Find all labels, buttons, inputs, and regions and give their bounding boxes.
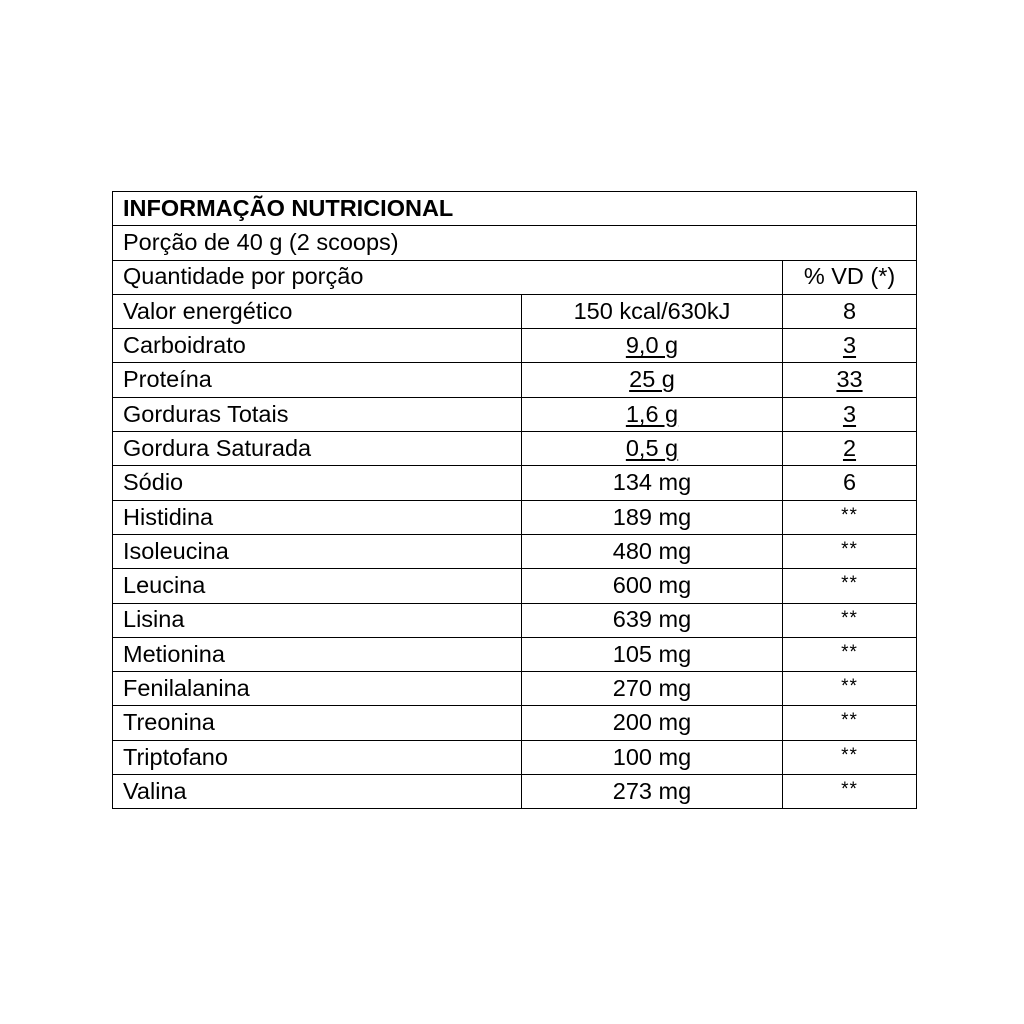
nutrient-vd: 8 [783,294,917,328]
nutrient-vd: ** [783,740,917,774]
nutrition-facts-table [112,191,917,809]
nutrient-vd: ** [783,534,917,568]
nutrient-amount: 200 mg [522,706,783,740]
nutrient-vd: 6 [783,466,917,500]
nutrient-vd: ** [783,603,917,637]
table-row [113,534,917,568]
nutrient-name: Valor energético [113,294,522,328]
nutrient-amount: 9,0 g [522,329,783,363]
nutrient-name: Valina [113,775,522,809]
nutrient-amount: 134 mg [522,466,783,500]
table-row [113,706,917,740]
nutrient-vd: ** [783,672,917,706]
nutrient-amount: 639 mg [522,603,783,637]
nutrient-vd: ** [783,637,917,671]
table-row [113,672,917,706]
nutrient-amount: 273 mg [522,775,783,809]
nutrient-name: Triptofano [113,740,522,774]
nutrient-name: Gorduras Totais [113,397,522,431]
serving-size: Porção de 40 g (2 scoops) [113,226,917,260]
quantity-header: Quantidade por porção [113,260,783,294]
nutrient-vd: ** [783,569,917,603]
table-row [113,363,917,397]
nutrient-amount: 270 mg [522,672,783,706]
nutrient-amount: 1,6 g [522,397,783,431]
nutrient-name: Histidina [113,500,522,534]
table-row [113,466,917,500]
serving-row [113,226,917,260]
nutrient-vd: 2 [783,432,917,466]
nutrient-amount: 100 mg [522,740,783,774]
table-row [113,329,917,363]
table-row [113,740,917,774]
nutrient-amount: 105 mg [522,637,783,671]
header-row [113,260,917,294]
nutrient-name: Sódio [113,466,522,500]
nutrient-name: Leucina [113,569,522,603]
nutrient-name: Treonina [113,706,522,740]
nutrient-amount: 0,5 g [522,432,783,466]
nutrient-amount: 189 mg [522,500,783,534]
nutrient-name: Isoleucina [113,534,522,568]
table-row [113,569,917,603]
vd-header: % VD (*) [783,260,917,294]
title-row [113,192,917,226]
nutrient-vd: 3 [783,329,917,363]
nutrient-amount: 25 g [522,363,783,397]
nutrient-name: Lisina [113,603,522,637]
nutrient-name: Proteína [113,363,522,397]
nutrient-amount: 150 kcal/630kJ [522,294,783,328]
nutrient-amount: 480 mg [522,534,783,568]
nutrient-name: Fenilalanina [113,672,522,706]
table-row [113,294,917,328]
nutrient-vd: ** [783,775,917,809]
table-row [113,637,917,671]
table-row [113,603,917,637]
nutrient-vd: ** [783,500,917,534]
nutrient-name: Carboidrato [113,329,522,363]
nutrient-vd: 3 [783,397,917,431]
nutrient-vd: 33 [783,363,917,397]
table-row [113,500,917,534]
nutrient-vd: ** [783,706,917,740]
nutrient-amount: 600 mg [522,569,783,603]
table-row [113,397,917,431]
table-row [113,775,917,809]
nutrient-name: Gordura Saturada [113,432,522,466]
table-title: INFORMAÇÃO NUTRICIONAL [113,192,917,226]
table-row [113,432,917,466]
nutrient-name: Metionina [113,637,522,671]
